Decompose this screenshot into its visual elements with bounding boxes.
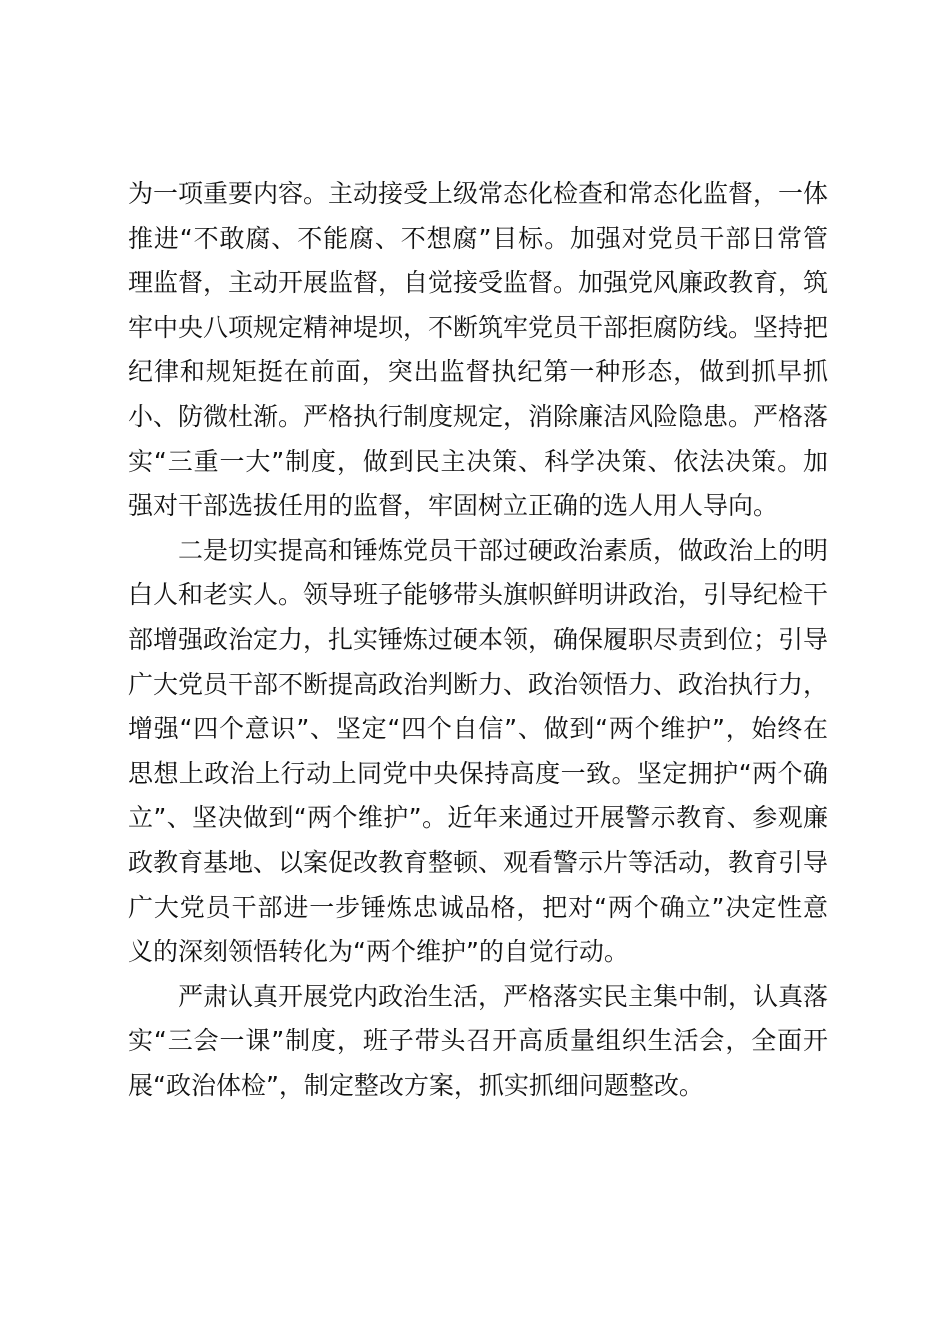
document-body <box>128 172 828 1108</box>
paragraph-party-life: 严肃认真开展党内政治生活，严格落实民主集中制，认真落实“三会一课”制度，班子带头召开高质量组织生活会，全面开展“政治体检”，制定整改方案，抓实抓细问题整改。 <box>128 981 829 1100</box>
paragraph-political-quality: 二是切实提高和锤炼党员干部过硬政治素质，做政治上的明白人和老实人。领导班子能够带头旗帜鲜明讲政治，引导纪检干部增强政治定力，扎实锤炼过硬本领，确保履职尽责到位；引导广大党员干部不断提高政治判断力、政治领悟力、政治执行力，增强“四个意识”、坚定“四个自信”、做到“两个维护”，始终在思想上政治上行动上同党中央保持高度一致。坚定拥护“两个确立”、坚决做到“两个维护”。近年来通过开展警示教育、参观廉政教育基地、以案促改教育整顿、观看警示片等活动，教育引导广大党员干部进一步锤炼忠诚品格，把对“两个确立”决定性意义的深刻领悟转化为“两个维护”的自觉行动。 <box>128 535 829 967</box>
paragraph-continuation: 为一项重要内容。主动接受上级常态化检查和常态化监督，一体推进“不敢腐、不能腐、不想腐”目标。加强对党员干部日常管理监督，主动开展监督，自觉接受监督。加强党风廉政教育，筑牢中央八项规定精神堤坝，不断筑牢党员干部拒腐防线。坚持把纪律和规矩挺在前面，突出监督执纪第一种形态，做到抓早抓小、防微杜渐。严格执行制度规定，消除廉洁风险隐患。严格落实“三重一大”制度，做到民主决策、科学决策、依法决策。加强对干部选拔任用的监督，牢固树立正确的选人用人导向。 <box>128 179 829 521</box>
